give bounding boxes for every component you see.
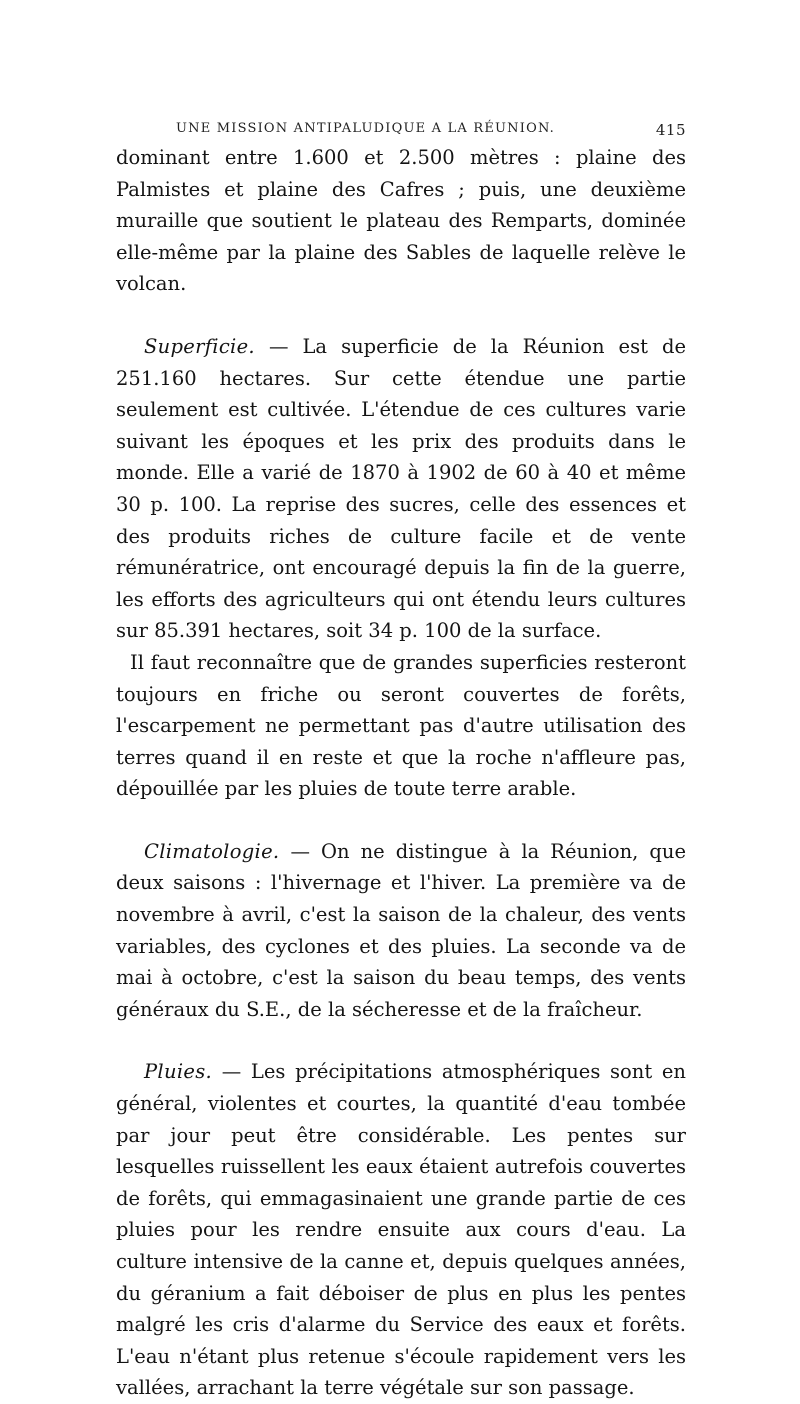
superficie-text: — La superficie de la Réunion est de 251.160 hectares. Sur cette étendue une partie seulement est cultivée. L'étendue de ces cultures varie suivant les époques et les prix des produits dans le monde. Elle a varié de 1870 à 1902 de 60 à 40 et même 30 p. 100. La reprise des sucres, celle des essences et des produits riches de culture facile et de vente rémunératrice, ont encouragé depuis la fin de la guerre, les efforts des agriculteurs qui ont étendu leurs cultures sur 85.391 hectares, soit 34 p. 100 de la surface. (116, 334, 686, 643)
paragraph-friche: Il faut reconnaître que de grandes superficies resteront toujours en friche ou seront couvertes de forêts, l'escarpement ne permettant pas d'autre utilisation des terres quand il en reste et que la roche n'affleure pas, dépouillée par les pluies de toute terre arable. (116, 650, 686, 801)
paragraph-gap (116, 1025, 686, 1056)
body-text (116, 142, 686, 1404)
running-head (116, 112, 686, 142)
pluies-text: — Les précipitations atmosphériques sont en général, violentes et courtes, la quantité d'eau tombée par jour peut être considérable. Les pentes sur lesquelles ruissellent les eaux étaient autrefois couvertes de forêts, qui emmagasinaient une grande partie de ces pluies pour les rendre ensuite aux cours d'eau. La culture intensive de la canne et, depuis quelques années, du géranium a fait déboiser de plus en plus les pentes malgré les cris d'alarme du Service des eaux et forêts. L'eau n'étant plus retenue s'écoule rapidement vers les vallées, arrachant la terre végétale sur son passage. (116, 1060, 686, 1400)
section-heading-climatologie: Climatologie. (144, 839, 280, 863)
climatologie-text: — On ne distingue à la Réunion, que deux saisons : l'hivernage et l'hiver. La première va de novembre à avril, c'est la saison de la chaleur, des vents variables, des cyclones et des pluies. La seconde va de mai à octobre, c'est la saison du beau temps, des vents généraux du S.E., de la sécheresse et de la fraîcheur. (116, 839, 686, 1021)
section-heading-pluies: Pluies. (144, 1060, 212, 1084)
running-title: UNE MISSION ANTIPALUDIQUE A LA RÉUNION. (176, 121, 556, 136)
paragraph-gap (116, 300, 686, 331)
paragraph-intro: dominant entre 1.600 et 2.500 mètres : plaine des Palmistes et plaine des Cafres ; puis, une deuxième muraille que soutient le plateau des Remparts, dominée elle-même par la plaine des Sables de laquelle relève le volcan. (116, 146, 686, 296)
paragraph-climatologie (116, 836, 686, 1026)
book-page (116, 112, 686, 1404)
paragraph-superficie (116, 331, 686, 647)
paragraph-gap (116, 805, 686, 836)
page-number: 415 (655, 121, 686, 139)
paragraph-pluies (116, 1056, 686, 1404)
section-heading-superficie: Superficie. (144, 334, 255, 358)
